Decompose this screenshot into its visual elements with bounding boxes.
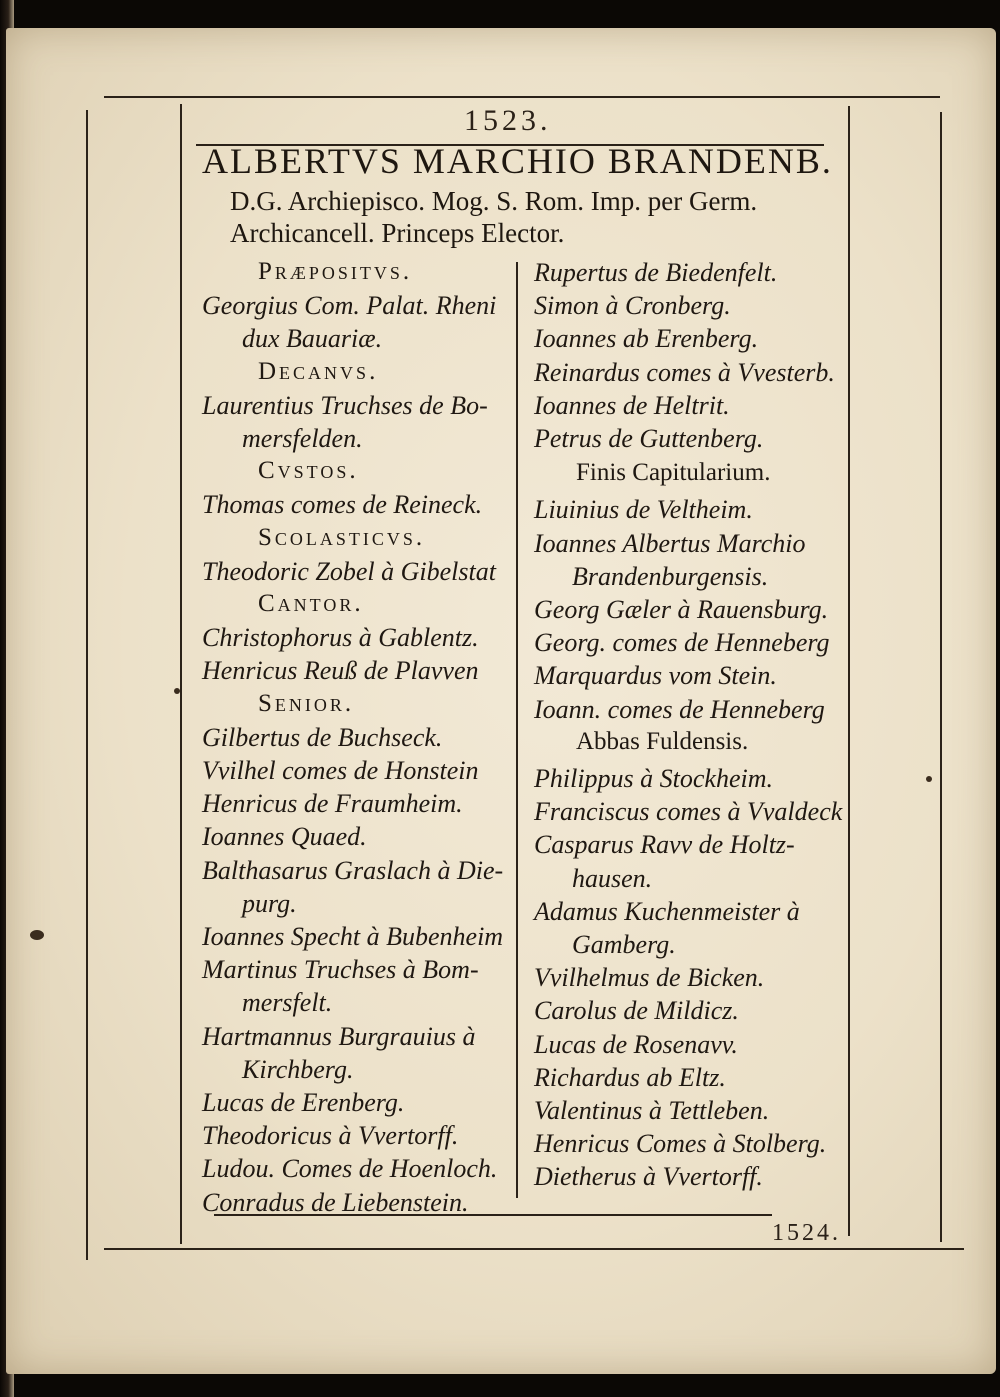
right-column-line: Carolus de Mildicz. bbox=[534, 996, 739, 1025]
right-column-line: Ioann. comes de Henneberg bbox=[534, 695, 825, 724]
right-column-line: Petrus de Guttenberg. bbox=[534, 424, 764, 453]
left-column-line: Decanvs. bbox=[258, 358, 379, 385]
right-column-line: Marquardus vom Stein. bbox=[534, 661, 777, 690]
right-column-line: Finis Capitularium. bbox=[576, 459, 771, 486]
right-column-line: Liuinius de Veltheim. bbox=[534, 495, 753, 524]
left-column-line: purg. bbox=[242, 889, 297, 918]
left-column-line: Præpositvs. bbox=[258, 258, 413, 285]
left-column bbox=[202, 258, 510, 1218]
right-column-line: Vvilhelmus de Bicken. bbox=[534, 963, 765, 992]
left-column-line: Conradus de Liebenstein. bbox=[202, 1188, 469, 1217]
right-column-line: Rupertus de Biedenfelt. bbox=[534, 258, 778, 287]
left-column-line: Vvilhel comes de Honstein bbox=[202, 756, 479, 785]
left-column-line: Hartmannus Burgrauius à bbox=[202, 1022, 476, 1051]
top-rule bbox=[104, 96, 940, 98]
inner-left-rule bbox=[180, 104, 182, 1244]
left-column-line: Theodoric Zobel à Gibelstat bbox=[202, 557, 496, 586]
left-column-line: Cvstos. bbox=[258, 457, 359, 484]
right-column-line: Franciscus comes à Vvaldeck bbox=[534, 797, 843, 826]
column-divider-rule bbox=[516, 262, 518, 1198]
right-column-line: Georg. comes de Henneberg bbox=[534, 628, 830, 657]
left-column-line: Henricus Reuß de Plavven bbox=[202, 656, 479, 685]
right-column-line: Abbas Fuldensis. bbox=[576, 728, 749, 755]
left-column-line: Lucas de Erenberg. bbox=[202, 1088, 405, 1117]
ink-blot bbox=[926, 776, 932, 782]
page-title: ALBERTVS MARCHIO BRANDENB. bbox=[202, 141, 833, 181]
left-column-line: mersfelden. bbox=[242, 424, 363, 453]
left-column-line: Thomas comes de Reineck. bbox=[202, 490, 483, 519]
bottom-rule bbox=[104, 1248, 964, 1250]
left-column-line: Laurentius Truchses de Bo- bbox=[202, 391, 488, 420]
ink-blot bbox=[30, 930, 44, 940]
left-column-line: Theodoricus à Vvertorff. bbox=[202, 1121, 459, 1150]
right-column-line: hausen. bbox=[572, 864, 653, 893]
left-column-line: Ioannes Specht à Bubenheim bbox=[202, 922, 504, 951]
right-column-line: Georg Gæler à Rauensburg. bbox=[534, 595, 829, 624]
inner-right-rule bbox=[848, 106, 850, 1236]
right-column-line: Adamus Kuchenmeister à bbox=[534, 897, 800, 926]
right-column-line: Ioannes de Heltrit. bbox=[534, 391, 730, 420]
left-column-line: Georgius Com. Palat. Rheni bbox=[202, 291, 497, 320]
left-column-line: Ioannes Quaed. bbox=[202, 822, 367, 851]
right-column bbox=[534, 258, 844, 1218]
left-column-line: Gilbertus de Buchseck. bbox=[202, 723, 443, 752]
left-column-line: Henricus de Fraumheim. bbox=[202, 789, 463, 818]
right-column-line: Ioannes ab Erenberg. bbox=[534, 324, 759, 353]
right-column-line: Reinardus comes à Vvesterb. bbox=[534, 358, 835, 387]
catchword: 1524. bbox=[772, 1220, 841, 1246]
right-column-line: Richardus ab Eltz. bbox=[534, 1063, 726, 1092]
right-column-line: Brandenburgensis. bbox=[572, 562, 769, 591]
right-column-line: Casparus Ravv de Holtz- bbox=[534, 830, 795, 859]
right-column-line: Gamberg. bbox=[572, 930, 676, 959]
left-column-line: Kirchberg. bbox=[242, 1055, 354, 1084]
left-column-line: Ludou. Comes de Hoenloch. bbox=[202, 1154, 498, 1183]
left-column-line: Scolasticvs. bbox=[258, 524, 426, 551]
right-column-line: Lucas de Rosenavv. bbox=[534, 1030, 738, 1059]
left-column-line: Cantor. bbox=[258, 590, 364, 617]
left-column-line: dux Bauariæ. bbox=[242, 324, 383, 353]
ink-blot bbox=[174, 688, 180, 694]
subtitle-line-2: Archicancell. Princeps Elector. bbox=[230, 218, 565, 248]
right-column-line: Philippus à Stockheim. bbox=[534, 764, 774, 793]
subtitle-line-1: D.G. Archiepisco. Mog. S. Rom. Imp. per Germ. bbox=[230, 186, 758, 216]
right-column-line: Henricus Comes à Stolberg. bbox=[534, 1129, 827, 1158]
outer-left-rule bbox=[86, 110, 88, 1260]
left-column-line: Balthasarus Graslach à Die- bbox=[202, 856, 504, 885]
left-column-line: Senior. bbox=[258, 690, 355, 717]
right-column-line: Dietherus à Vvertorff. bbox=[534, 1162, 763, 1191]
outer-right-rule bbox=[940, 112, 942, 1242]
right-column-line: Simon à Cronberg. bbox=[534, 291, 731, 320]
page-number: 1523. bbox=[464, 104, 552, 137]
left-column-line: Christophorus à Gablentz. bbox=[202, 623, 479, 652]
left-column-line: Martinus Truchses à Bom- bbox=[202, 955, 479, 984]
right-column-line: Valentinus à Tettleben. bbox=[534, 1096, 770, 1125]
right-column-line: Ioannes Albertus Marchio bbox=[534, 529, 806, 558]
left-column-line: mersfelt. bbox=[242, 988, 333, 1017]
